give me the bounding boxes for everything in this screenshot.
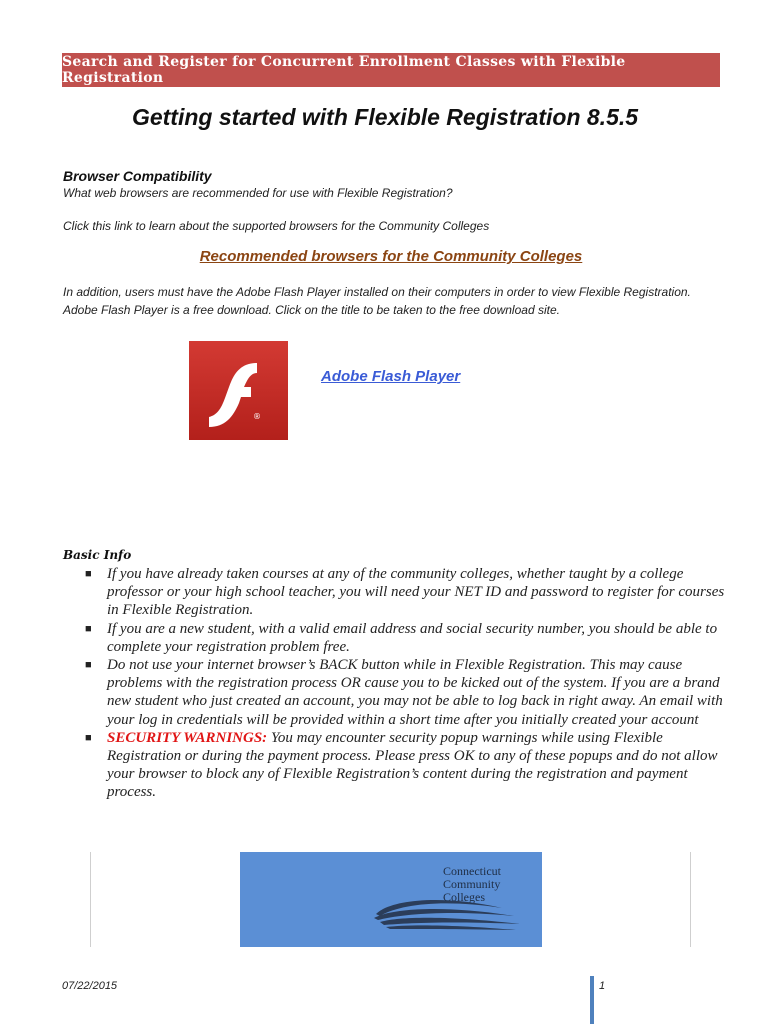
swoosh-icon — [240, 852, 542, 947]
left-divider — [90, 852, 91, 947]
page-title: Getting started with Flexible Registration 8.5.5 — [131, 104, 639, 130]
bullet-text: Do not use your internet browser’s BACK button while in Flexible Registration. This may cause problems with the registration process OR cause you to be kicked out of the system. If you are a brand new student who just created an account, you may not be able to log back in right away. An email with your log in credentials will be provided within a short time after you initially created your account — [107, 657, 723, 728]
flash-f-glyph — [189, 341, 288, 440]
basic-info-list — [85, 565, 725, 802]
connecticut-community-colleges-logo — [240, 852, 542, 947]
flash-requirement-paragraph: In addition, users must have the Adobe Flash Player installed on their computers in order to view Flexible Registration. Adobe Flash Player is a free download. Click on the title to be taken to the free download site. — [63, 285, 691, 317]
svg-text:®: ® — [253, 412, 261, 421]
recommended-browsers-link[interactable]: Recommended browsers for the Community Colleges — [199, 248, 583, 265]
right-divider — [690, 852, 691, 947]
adobe-flash-player-link[interactable]: Adobe Flash Player — [321, 368, 461, 385]
logo-line-1: Connecticut — [443, 864, 501, 878]
browser-click-instruction: Click this link to learn about the supported browsers for the Community Colleges — [63, 219, 490, 233]
list-item — [85, 620, 725, 656]
browser-compatibility-heading: Browser Compatibility — [63, 168, 212, 184]
footer-accent-bar — [590, 976, 594, 1024]
security-warning-label: SECURITY WARNINGS: — [107, 729, 268, 746]
list-item — [85, 565, 725, 620]
security-warning-text: You may encounter security popup warnings while using Flexible Registration or during the payment process. Please press OK to any of these popups and do not allow your browser to block any of Flexible Registration’s content during the registration and payment process. — [107, 729, 718, 801]
square-bullet-icon: ■ — [85, 659, 92, 672]
list-item — [85, 656, 725, 729]
square-bullet-icon: ■ — [85, 568, 92, 580]
list-item — [85, 729, 725, 802]
browser-question: What web browsers are recommended for use with Flexible Registration? — [63, 186, 453, 200]
logo-line-2: Community — [443, 877, 501, 891]
bullet-text: If you are a new student, with a valid email address and social security number, you should be able to complete your registration problem free. — [107, 620, 718, 655]
square-bullet-icon: ■ — [85, 731, 92, 744]
header-banner: Search and Register for Concurrent Enrollment Classes with Flexible Registration — [62, 53, 720, 87]
logo-line-3: Colleges — [443, 890, 485, 904]
flash-logo-icon — [189, 341, 288, 440]
footer-date: 07/22/2015 — [62, 980, 118, 992]
basic-info-heading: Basic Info — [63, 548, 132, 562]
page-number: 1 — [599, 980, 606, 992]
square-bullet-icon: ■ — [85, 622, 92, 635]
bullet-text: If you have already taken courses at any of the community colleges, whether taught by a college professor or your high school teacher, you will need your NET ID and password to register for courses in Flexible Registration. — [107, 566, 725, 619]
